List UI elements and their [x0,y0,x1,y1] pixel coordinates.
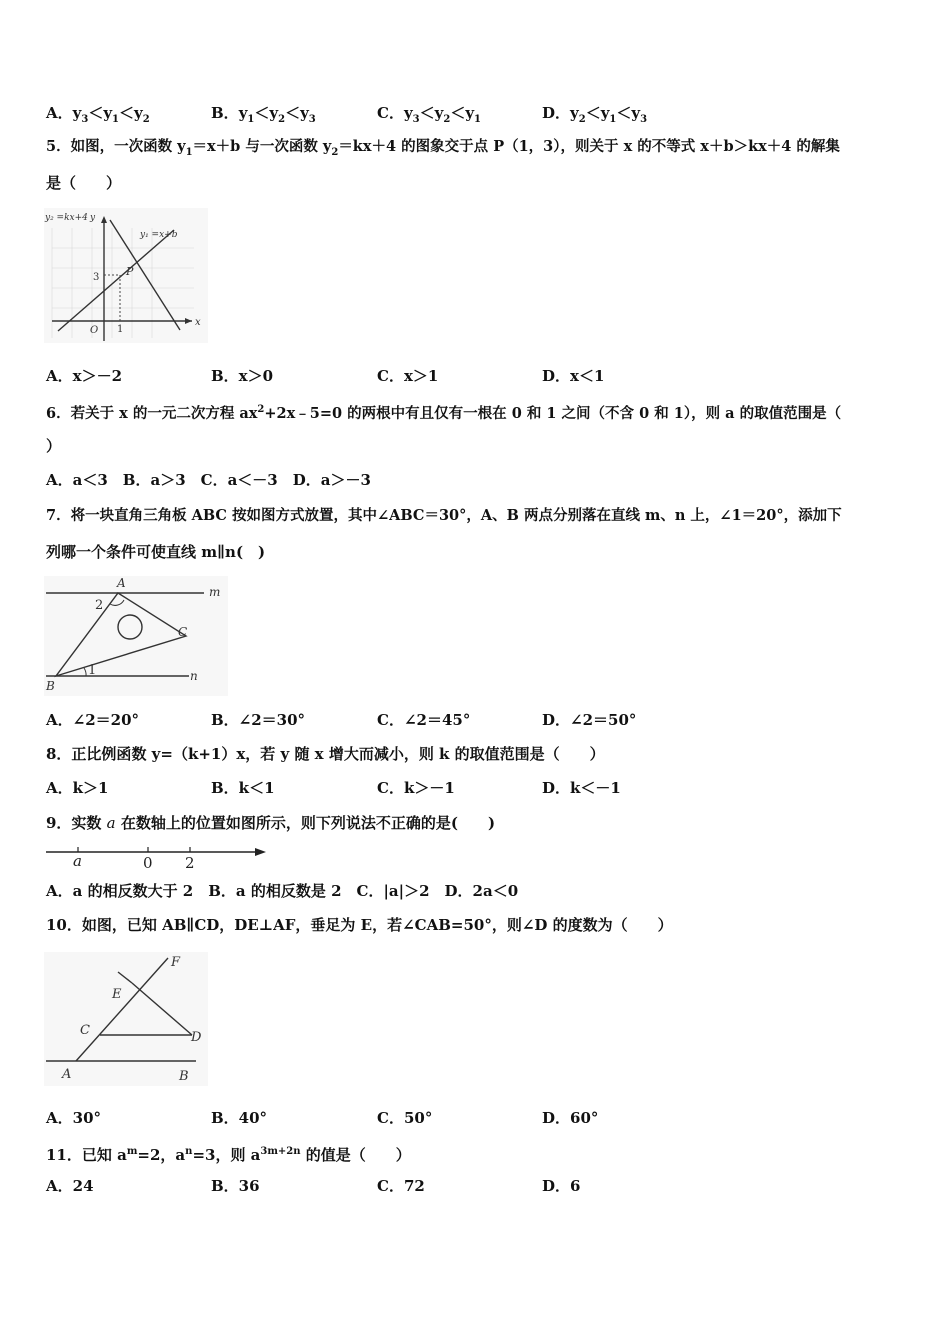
q4-option-b[interactable]: B．$y_1<y_2<y_3$ [211,104,316,125]
label-b: B [46,679,55,693]
q6-stem-line1: 6．若关于 x 的一元二次方程 $ax^2+2x﹣5=0$ 的两根中有且仅有一根在 0 和 1 之间（不含 0 和 1），则 a 的取值范围是（ [46,404,842,422]
label-3: 3 [93,272,100,283]
label-p: P [126,265,134,278]
label-0: 0 [143,854,153,872]
label-y1: y₁ =x+b [140,230,178,240]
label-f: F [171,955,181,970]
label-2: 2 [95,598,104,613]
label-d: D [191,1030,202,1045]
q9-options[interactable]: A．a 的相反数大于 2 B．a 的相反数是 2 C．|a|＞2 D．2a＜0 [46,882,519,900]
q6-stem-line2: ） [46,437,62,455]
q8-option-a[interactable]: A．k＞1 [46,779,109,797]
label-2: 2 [185,854,195,872]
q5-option-d[interactable]: D．x＜1 [542,367,605,385]
q11-option-b[interactable]: B．36 [211,1177,260,1195]
label-y2: y₂ =kx+4 [45,213,88,223]
label-o: O [90,325,99,336]
q9-stem: 9．实数 a 在数轴上的位置如图所示，则下列说法不正确的是( ) [46,814,496,832]
q5-option-a[interactable]: A．x＞－2 [46,367,123,385]
q8-stem: 8．正比例函数 y=（k+1）x，若 y 随 x 增大而减小，则 k 的取值范围是（ ） [46,745,605,763]
label-c: C [178,625,188,639]
q10-figure [44,952,208,1086]
q6-options[interactable]: A．a＜3 B．a＞3 C．a＜－3 D．a＞－3 [46,471,371,489]
q11-option-d[interactable]: D．6 [542,1177,581,1195]
label-m: m [209,585,221,599]
q7-option-c[interactable]: C．∠2＝45° [377,711,471,729]
q5-option-c[interactable]: C．x＞1 [377,367,439,385]
q10-stem: 10．如图，已知 AB∥CD，DE⊥AF，垂足为 E，若∠CAB=50°，则∠D 的度数为（ ） [46,916,673,934]
q10-option-d[interactable]: D．60° [542,1109,599,1127]
q11-stem: 11．已知 $a^m=2$，$a^n=3$，则 $a^{3m+2n}$ 的值是（ ） [46,1146,411,1164]
q7-option-b[interactable]: B．∠2＝30° [211,711,306,729]
label-1: 1 [117,324,124,335]
q7-stem-line1: 7．将一块直角三角板 ABC 按如图方式放置，其中∠ABC＝30°，A、B 两点分别落在直线 m、n 上，∠1＝20°，添加下 [46,507,842,524]
q4-option-c[interactable]: C．$y_3<y_2<y_1$ [377,104,482,125]
q8-option-d[interactable]: D．k＜－1 [542,779,621,797]
label-e: E [112,987,122,1002]
label-n: n [190,669,198,683]
q4-option-d[interactable]: D．$y_2<y_1<y_3$ [542,104,648,125]
q8-option-b[interactable]: B．k＜1 [211,779,275,797]
q10-option-b[interactable]: B．40° [211,1109,268,1127]
q5-stem-line1: 5．如图，一次函数 $y_1=x+b$ 与一次函数 $y_2=kx+4$ 的图象交于点 P（1，3），则关于 x 的不等式 x＋b＞kx＋4 的解集 [46,138,840,158]
label-c: C [80,1023,90,1038]
label-x: x [195,317,201,328]
q7-option-d[interactable]: D．∠2＝50° [542,711,637,729]
label-1: 1 [88,663,97,678]
label-b: B [179,1069,189,1084]
q7-stem-line2: 列哪一个条件可使直线 m∥n( ) [46,543,266,561]
label-a: a [73,852,82,870]
q9-number-line [44,840,270,872]
q10-option-a[interactable]: A．30° [46,1109,102,1127]
q11-option-c[interactable]: C．72 [377,1177,425,1195]
q11-option-a[interactable]: A．24 [46,1177,94,1195]
q7-figure [44,576,228,696]
q10-option-c[interactable]: C．50° [377,1109,433,1127]
q5-option-b[interactable]: B．x＞0 [211,367,274,385]
label-a: A [117,576,126,590]
q7-option-a[interactable]: A．∠2＝20° [46,711,140,729]
label-a: A [62,1067,72,1082]
q5-figure [44,208,208,343]
q8-option-c[interactable]: C．k＞－1 [377,779,455,797]
q5-stem-line2: 是（ ） [46,174,122,192]
q4-option-a[interactable]: A．$y_3<y_1<y_2$ [46,104,150,125]
label-y: y [90,213,96,223]
